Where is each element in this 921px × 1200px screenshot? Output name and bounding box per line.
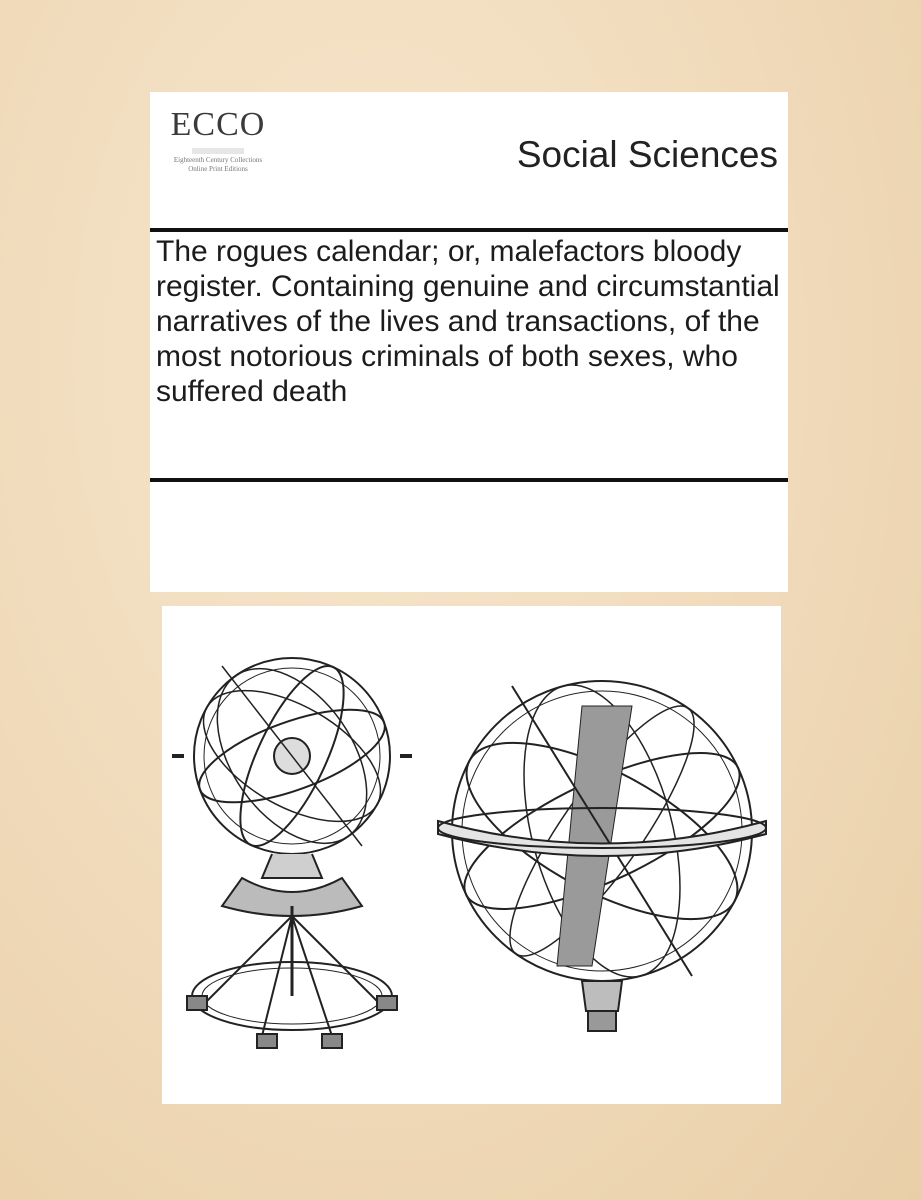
- book-title: The rogues calendar; or, malefactors bloody register. Containing genuine and circumstantial narratives of the lives and transactions, of the most notorious criminals of both sexes, who suffered death: [156, 235, 780, 408]
- logo-stripe: [192, 148, 244, 154]
- title-panel: [150, 92, 788, 592]
- armillary-illustration: [162, 606, 781, 1104]
- armillary-sphere-icon: [438, 668, 766, 1031]
- ecco-logo: [170, 106, 266, 216]
- category-label: Social Sciences: [516, 134, 778, 175]
- armillary-sphere-on-stand-icon: [172, 641, 412, 1048]
- divider-top: [150, 228, 788, 232]
- divider-bottom: [150, 478, 788, 482]
- logo-text: ECCO: [170, 106, 266, 143]
- logo-subtitle: Eighteenth Century Collections Online Print Editions: [173, 156, 263, 173]
- illustration-panel: [162, 606, 781, 1104]
